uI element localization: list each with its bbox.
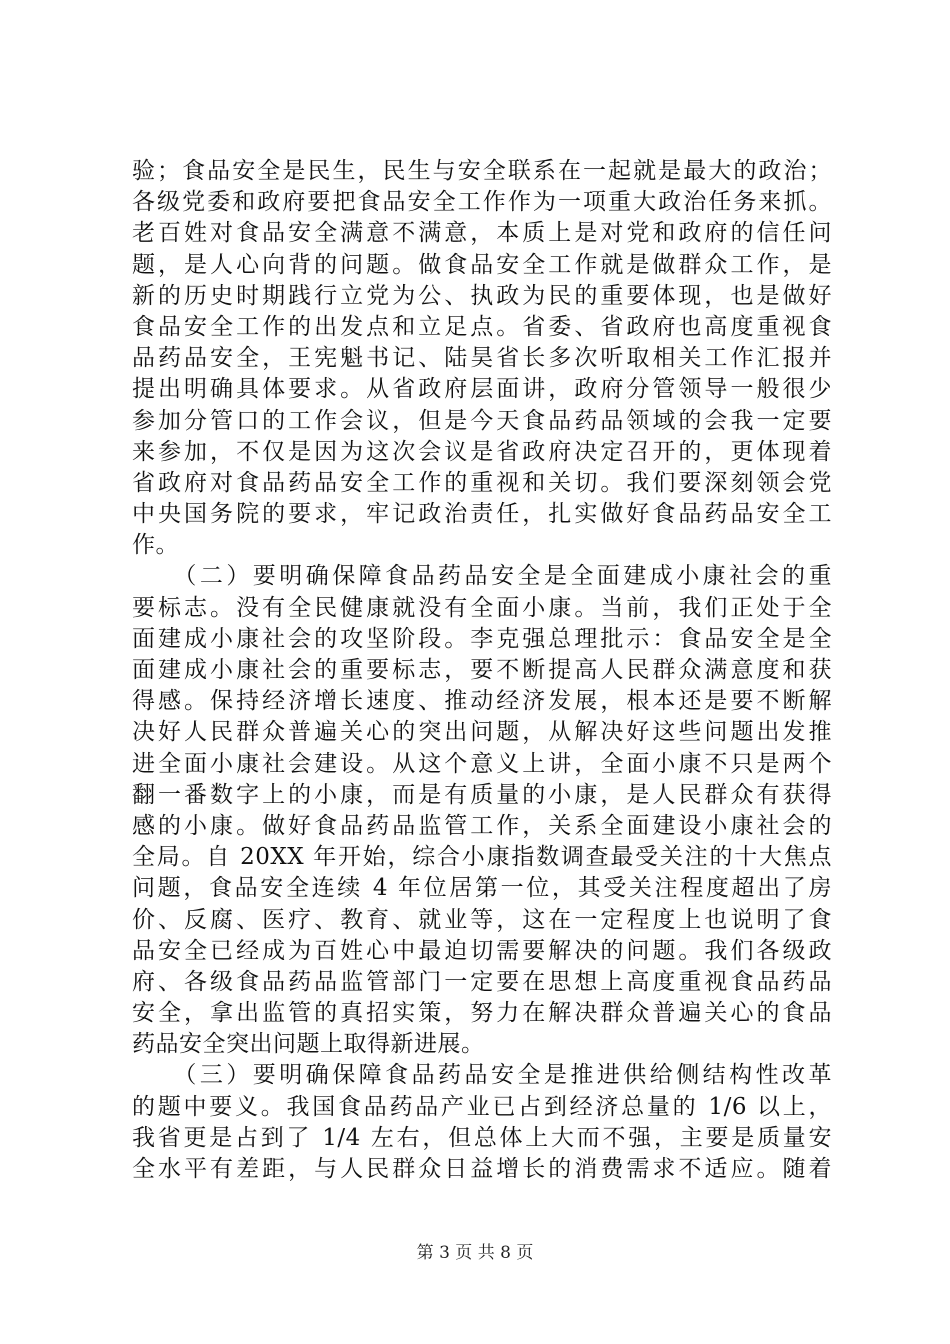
- text-line: 全水平有差距，与人民群众日益增长的消费需求不适应。随着: [132, 1156, 832, 1182]
- text-line: 品安全已经成为百姓心中最迫切需要解决的问题。我们各级政: [132, 937, 832, 964]
- text-line: 感的小康。做好食品药品监管工作，关系全面建设小康社会的: [132, 812, 832, 839]
- text-line: 问题，食品安全连续 4 年位居第一位，其受关注程度超出了房: [132, 875, 832, 902]
- text-line: 府、各级食品药品监管部门一定要在思想上高度重视食品药品: [132, 968, 832, 995]
- text-line: 翻一番数字上的小康，而是有质量的小康，是人民群众有获得: [132, 781, 832, 808]
- text-line: 题，是人心向背的问题。做食品安全工作就是做群众工作，是: [132, 251, 832, 278]
- text-line: 新的历史时期践行立党为公、执政为民的重要体现，也是做好: [132, 282, 832, 309]
- text-line: 参加分管口的工作会议，但是今天食品药品领域的会我一定要: [132, 407, 832, 434]
- text-line: 药品安全突出问题上取得新进展。: [132, 1031, 485, 1058]
- text-line: 省政府对食品药品安全工作的重视和关切。我们要深刻领会党: [132, 469, 832, 496]
- text-line: 品药品安全，王宪魁书记、陆昊省长多次听取相关工作汇报并: [132, 345, 832, 372]
- text-line: 面建成小康社会的重要标志，要不断提高人民群众满意度和获: [132, 657, 832, 683]
- text-line: 价、反腐、医疗、教育、就业等，这在一定程度上也说明了食: [132, 906, 832, 933]
- text-line: （三）要明确保障食品药品安全是推进供给侧结构性改革: [132, 1062, 832, 1089]
- text-line: 验；食品安全是民生，民生与安全联系在一起就是最大的政治；: [132, 158, 832, 184]
- text-line: 作。: [132, 532, 179, 559]
- text-line: （二）要明确保障食品药品安全是全面建成小康社会的重: [132, 563, 832, 590]
- text-line: 要标志。没有全民健康就没有全面小康。当前，我们正处于全: [132, 594, 832, 621]
- text-line: 我省更是占到了 1/4 左右，但总体上大而不强，主要是质量安: [132, 1124, 832, 1151]
- text-line: 全局。自 20XX 年开始，综合小康指数调查最受关注的十大焦点: [132, 844, 832, 871]
- text-line: 各级党委和政府要把食品安全工作作为一项重大政治任务来抓。: [132, 189, 832, 216]
- text-line: 来参加，不仅是因为这次会议是省政府决定召开的，更体现着: [132, 438, 832, 465]
- text-line: 决好人民群众普遍关心的突出问题，从解决好这些问题出发推: [132, 719, 832, 746]
- text-line: 的题中要义。我国食品药品产业已占到经济总量的 1/6 以上，: [132, 1093, 832, 1120]
- text-line: 面建成小康社会的攻坚阶段。李克强总理批示：食品安全是全: [132, 625, 832, 652]
- text-line: 食品安全工作的出发点和立足点。省委、省政府也高度重视食: [132, 313, 832, 340]
- text-line: 中央国务院的要求，牢记政治责任，扎实做好食品药品安全工: [132, 501, 832, 528]
- document-body: [132, 156, 832, 1185]
- text-line: 进全面小康社会建设。从这个意义上讲，全面小康不只是两个: [132, 750, 832, 777]
- text-line: 老百姓对食品安全满意不满意，本质上是对党和政府的信任问: [132, 220, 832, 247]
- page-footer: 第 3 页 共 8 页: [416, 1243, 534, 1263]
- text-line: 得感。保持经济增长速度、推动经济发展，根本还是要不断解: [132, 688, 832, 715]
- text-line: 安全，拿出监管的真招实策，努力在解决群众普遍关心的食品: [132, 1000, 832, 1027]
- text-line: 提出明确具体要求。从省政府层面讲，政府分管领导一般很少: [132, 376, 832, 403]
